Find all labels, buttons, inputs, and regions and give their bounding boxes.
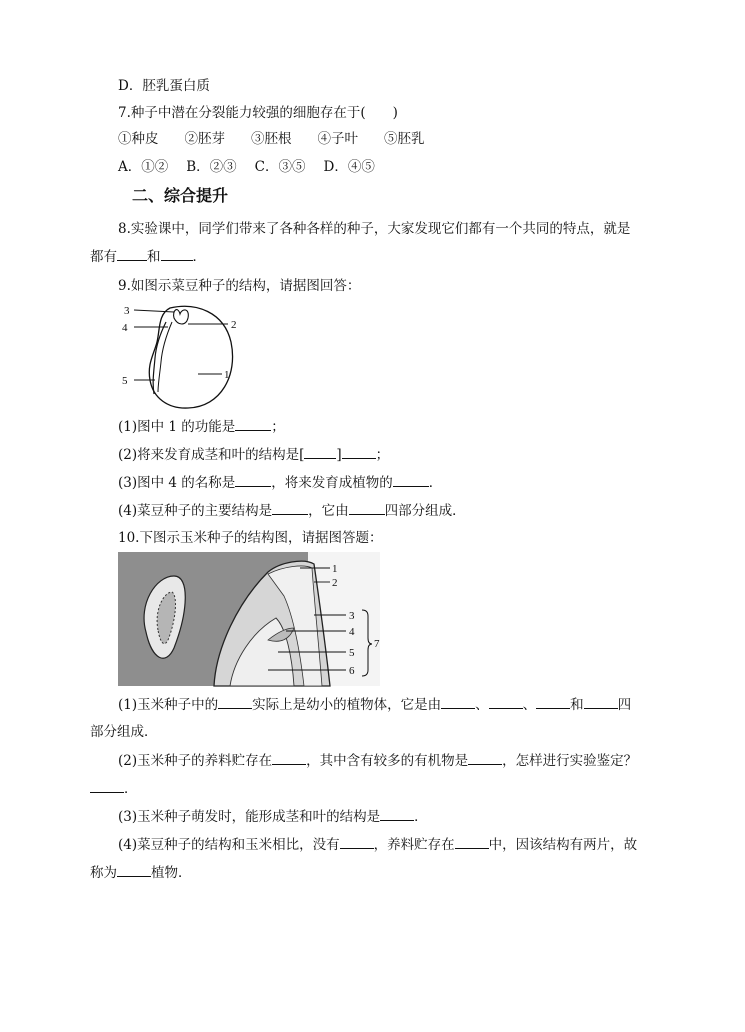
q9-s2-blank-2[interactable] [342, 444, 376, 459]
q10-s2-blank-1[interactable] [272, 750, 306, 765]
q9-s2-text-a: (2)将来发育成茎和叶的结构是[ [118, 447, 305, 463]
q10-s1-blank-5[interactable] [584, 694, 618, 709]
bean-plumule [174, 310, 189, 324]
q10-s1-text-d: 、 [522, 697, 537, 713]
q7-answer-b: B．②③ [186, 159, 237, 175]
q10-s2-blank-3[interactable] [90, 778, 124, 793]
q9-s4-blank-1[interactable] [272, 500, 308, 515]
q10-sub1 [118, 694, 631, 715]
q9-stem: 9.如图示菜豆种子的结构，请据图回答： [118, 278, 361, 294]
q10-s2-text-c: ，怎样进行实验鉴定？ [502, 753, 638, 769]
q9-sub2 [118, 444, 389, 465]
q8-line2 [90, 246, 206, 267]
q7-stem: 7.种子中潜在分裂能力较强的细胞存在于( ) [118, 105, 398, 121]
q10-s1-text-f: 四 [617, 697, 632, 713]
q9-s3-text-c: ． [428, 475, 443, 491]
label-2: 2 [231, 319, 237, 331]
q9-s3-text-b: ，将来发育成植物的 [271, 475, 393, 491]
q7-answer-d: D．④⑤ [323, 159, 375, 175]
q10-s4-text-e: 植物． [151, 865, 192, 881]
corn-label-5: 5 [349, 647, 355, 659]
q10-s3-blank[interactable] [380, 806, 414, 821]
q7-part-5: ⑤胚乳 [384, 131, 425, 147]
q9-sub4 [118, 500, 466, 521]
q7-part-1: ①种皮 [118, 131, 159, 147]
q8-text-b: 和 [147, 249, 161, 265]
q8-text-c: ． [192, 249, 206, 265]
bean-embryo-inner [158, 322, 172, 392]
q10-s1-blank-3[interactable] [489, 694, 523, 709]
q10-sub2-cont [90, 778, 138, 799]
q10-stem: 10.下图示玉米种子的结构图，请据图答题： [118, 530, 383, 546]
q10-sub2 [118, 750, 637, 771]
q8-line1: 8.实验课中，同学们带来了各种各样的种子，大家发现它们都有一个共同的特点，就是 [118, 221, 631, 237]
corn-seed-figure [118, 552, 386, 688]
q10-s1-blank-2[interactable] [441, 694, 475, 709]
q10-s1-text-c: 、 [475, 697, 489, 713]
q9-s4-text-a: (4)菜豆种子的主要结构是 [118, 503, 273, 519]
bean-seed-figure [118, 300, 248, 412]
q9-s2-text-b: ] [336, 447, 342, 463]
q9-s3-blank-2[interactable] [393, 472, 429, 487]
bean-embryo-axis [153, 322, 166, 394]
q9-s4-text-c: 四部分组成． [384, 503, 466, 519]
q9-s4-text-b: ，它由 [308, 503, 349, 519]
section-heading: 二、综合提升 [132, 186, 229, 205]
corn-label-1: 1 [332, 563, 338, 575]
q10-s3-text-b: ． [414, 809, 428, 825]
q9-s2-text-c: ； [375, 447, 390, 463]
corn-label-4: 4 [349, 626, 355, 638]
corn-label-6: 6 [349, 665, 355, 677]
corn-label-3: 3 [349, 610, 355, 622]
q9-s1-blank[interactable] [235, 416, 271, 431]
q8-blank-1[interactable] [117, 246, 147, 261]
q10-sub1-cont: 部分组成． [90, 724, 158, 740]
q10-sub3 [118, 806, 428, 827]
q10-s4-text-d: 称为 [90, 865, 117, 881]
q7-part-3: ③胚根 [251, 131, 292, 147]
q9-s1-text-a: (1)图中 1 的功能是 [118, 419, 236, 435]
q9-s2-blank-1[interactable] [304, 444, 336, 459]
corn-label-2: 2 [332, 577, 338, 589]
q10-s4-blank-3[interactable] [117, 862, 151, 877]
q10-s1-text-b: 实际上是幼小的植物体，它是由 [252, 697, 442, 713]
q10-s2-blank-2[interactable] [468, 750, 502, 765]
q10-s1-text-a: (1)玉米种子中的 [118, 697, 219, 713]
q7-answer-a: A．①② [118, 159, 169, 175]
q8-text-a: 都有 [90, 249, 117, 265]
q7-answer-c: C．③⑤ [254, 159, 306, 175]
q10-s4-text-b: ，养料贮存在 [373, 837, 455, 853]
q9-sub1 [118, 416, 285, 437]
q7-part-2: ②胚芽 [184, 131, 225, 147]
corn-label-7: 7 [374, 638, 380, 650]
q7-part-4: ④子叶 [317, 131, 358, 147]
q9-s3-blank-1[interactable] [235, 472, 271, 487]
q9-s1-text-b: ； [271, 419, 285, 435]
q10-s4-text-a: (4)菜豆种子的结构和玉米相比，没有 [118, 837, 340, 853]
q10-s2-text-d: ． [124, 781, 138, 797]
q7-answers [118, 157, 375, 177]
q6-option-d: D．胚乳蛋白质 [118, 78, 210, 94]
q10-sub4-cont [90, 862, 192, 883]
q9-s4-blank-2[interactable] [349, 500, 385, 515]
q10-s2-text-b: ，其中含有较多的有机物是 [306, 753, 469, 769]
q10-sub4 [118, 834, 637, 855]
q10-s3-text-a: (3)玉米种子萌发时，能形成茎和叶的结构是 [118, 809, 381, 825]
q7-parts [118, 129, 425, 149]
q10-s1-text-e: 和 [570, 697, 584, 713]
q10-s4-blank-2[interactable] [455, 834, 489, 849]
q8-blank-2[interactable] [161, 246, 193, 261]
label-4: 4 [122, 322, 128, 334]
q10-s1-blank-4[interactable] [536, 694, 570, 709]
label-5: 5 [122, 375, 128, 387]
leader-3 [134, 310, 174, 312]
q10-s4-text-c: 中，因该结构有两片，故 [488, 837, 638, 853]
label-3: 3 [124, 305, 130, 317]
q10-s2-text-a: (2)玉米种子的养料贮存在 [118, 753, 273, 769]
label-1: 1 [224, 369, 230, 381]
q9-s3-text-a: (3)图中 4 的名称是 [118, 475, 236, 491]
q10-s4-blank-1[interactable] [340, 834, 374, 849]
q10-s1-blank-1[interactable] [218, 694, 252, 709]
q9-sub3 [118, 472, 442, 493]
